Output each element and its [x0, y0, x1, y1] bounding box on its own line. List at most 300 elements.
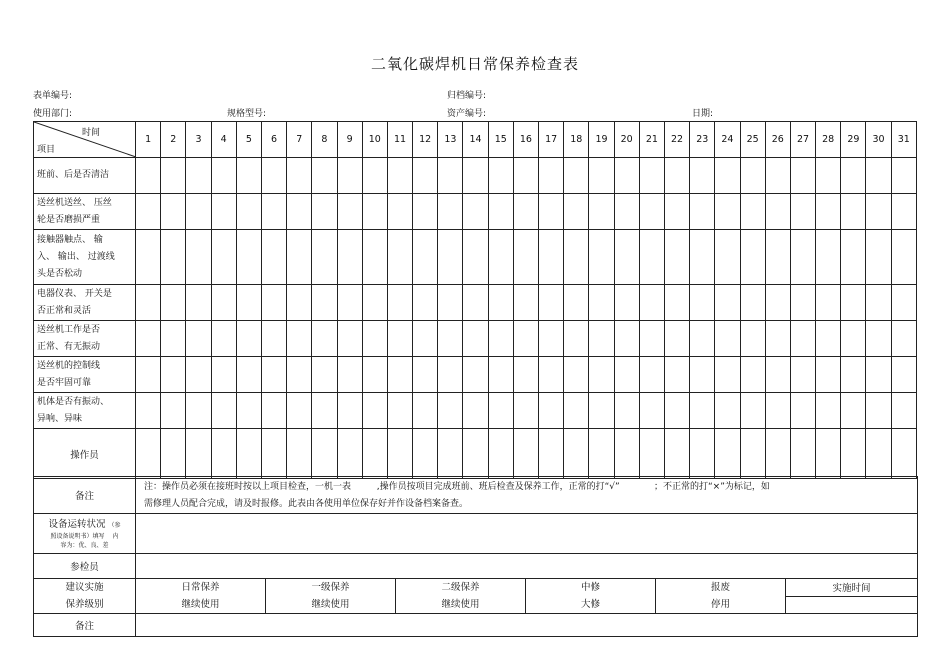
check-cell[interactable] — [891, 321, 916, 357]
check-cell[interactable] — [287, 158, 312, 194]
operator-row — [34, 429, 917, 479]
check-cell[interactable] — [387, 285, 412, 321]
check-item-label — [34, 321, 136, 357]
level-daily-cell — [136, 579, 266, 614]
check-cell[interactable] — [639, 158, 664, 194]
check-cell[interactable] — [236, 357, 261, 393]
operator-cell[interactable] — [211, 429, 236, 479]
check-cell[interactable] — [513, 194, 538, 230]
check-cell[interactable] — [564, 321, 589, 357]
check-cell[interactable] — [513, 321, 538, 357]
check-cell[interactable] — [161, 357, 186, 393]
check-cell[interactable] — [337, 321, 362, 357]
check-cell[interactable] — [463, 285, 488, 321]
check-cell[interactable] — [765, 285, 790, 321]
operator-cell[interactable] — [387, 429, 412, 479]
operator-cell[interactable] — [639, 429, 664, 479]
suggest-label-cell — [34, 579, 136, 614]
check-cell[interactable] — [136, 393, 161, 429]
check-cell[interactable] — [312, 194, 337, 230]
check-cell[interactable] — [387, 230, 412, 285]
level-scrap-cell — [656, 579, 786, 614]
check-cell[interactable] — [614, 285, 639, 321]
check-cell[interactable] — [287, 230, 312, 285]
check-cell[interactable] — [136, 194, 161, 230]
check-cell[interactable] — [312, 393, 337, 429]
check-cell[interactable] — [639, 321, 664, 357]
check-item-text: 头是否松动 — [37, 268, 83, 279]
check-cell[interactable] — [765, 393, 790, 429]
check-cell[interactable] — [337, 194, 362, 230]
check-cell[interactable] — [539, 357, 564, 393]
check-cell[interactable] — [488, 285, 513, 321]
check-cell[interactable] — [690, 194, 715, 230]
check-cell[interactable] — [589, 321, 614, 357]
check-cell[interactable] — [513, 285, 538, 321]
check-cell[interactable] — [186, 357, 211, 393]
check-cell[interactable] — [261, 321, 286, 357]
check-cell[interactable] — [589, 230, 614, 285]
check-cell[interactable] — [161, 285, 186, 321]
check-cell[interactable] — [211, 285, 236, 321]
check-cell[interactable] — [866, 158, 891, 194]
check-cell[interactable] — [337, 158, 362, 194]
check-cell[interactable] — [589, 194, 614, 230]
check-cell[interactable] — [186, 321, 211, 357]
check-cell[interactable] — [790, 321, 815, 357]
check-cell[interactable] — [564, 357, 589, 393]
check-cell[interactable] — [740, 158, 765, 194]
check-cell[interactable] — [413, 321, 438, 357]
check-cell[interactable] — [664, 194, 689, 230]
check-cell[interactable] — [690, 285, 715, 321]
status-value-cell[interactable] — [136, 514, 918, 554]
day-header: 15 — [488, 122, 513, 158]
check-cell[interactable] — [161, 393, 186, 429]
check-cell[interactable] — [362, 321, 387, 357]
check-cell[interactable] — [211, 321, 236, 357]
operator-cell[interactable] — [312, 429, 337, 479]
check-cell[interactable] — [488, 230, 513, 285]
check-cell[interactable] — [639, 357, 664, 393]
check-cell[interactable] — [816, 393, 841, 429]
check-cell[interactable] — [161, 321, 186, 357]
check-cell[interactable] — [211, 393, 236, 429]
check-cell[interactable] — [589, 158, 614, 194]
check-cell[interactable] — [891, 158, 916, 194]
check-cell[interactable] — [438, 393, 463, 429]
check-cell[interactable] — [664, 321, 689, 357]
check-cell[interactable] — [564, 230, 589, 285]
day-header: 5 — [236, 122, 261, 158]
operator-cell[interactable] — [715, 429, 740, 479]
operator-cell[interactable] — [438, 429, 463, 479]
operator-cell[interactable] — [186, 429, 211, 479]
check-cell[interactable] — [261, 393, 286, 429]
check-cell[interactable] — [790, 285, 815, 321]
check-cell[interactable] — [715, 393, 740, 429]
check-cell[interactable] — [261, 194, 286, 230]
check-cell[interactable] — [413, 230, 438, 285]
check-cell[interactable] — [438, 158, 463, 194]
check-cell[interactable] — [539, 285, 564, 321]
check-cell[interactable] — [337, 357, 362, 393]
check-cell[interactable] — [337, 393, 362, 429]
check-cell[interactable] — [413, 357, 438, 393]
operator-cell[interactable] — [261, 429, 286, 479]
check-cell[interactable] — [816, 321, 841, 357]
operator-cell[interactable] — [287, 429, 312, 479]
check-cell[interactable] — [790, 230, 815, 285]
check-cell[interactable] — [362, 357, 387, 393]
operator-cell[interactable] — [539, 429, 564, 479]
operator-cell[interactable] — [891, 429, 916, 479]
check-cell[interactable] — [438, 194, 463, 230]
check-cell[interactable] — [891, 393, 916, 429]
check-cell[interactable] — [438, 321, 463, 357]
check-cell[interactable] — [261, 285, 286, 321]
check-cell[interactable] — [261, 158, 286, 194]
check-cell[interactable] — [841, 357, 866, 393]
check-cell[interactable] — [463, 321, 488, 357]
check-cell[interactable] — [312, 158, 337, 194]
remarks-label: 备注 — [34, 477, 136, 514]
check-cell[interactable] — [614, 230, 639, 285]
check-cell[interactable] — [614, 321, 639, 357]
check-cell[interactable] — [186, 230, 211, 285]
level-second-1: 二级保养 — [441, 582, 480, 593]
operator-cell[interactable] — [614, 429, 639, 479]
operator-cell[interactable] — [740, 429, 765, 479]
operator-cell[interactable] — [841, 429, 866, 479]
check-cell[interactable] — [387, 158, 412, 194]
check-cell[interactable] — [765, 194, 790, 230]
check-cell[interactable] — [891, 230, 916, 285]
check-cell[interactable] — [715, 357, 740, 393]
check-item-label — [34, 194, 136, 230]
check-cell[interactable] — [715, 230, 740, 285]
check-cell[interactable] — [387, 321, 412, 357]
check-cell[interactable] — [236, 194, 261, 230]
form-no-label: 表单编号: — [33, 91, 73, 101]
check-cell[interactable] — [765, 357, 790, 393]
check-cell[interactable] — [463, 230, 488, 285]
check-cell[interactable] — [790, 194, 815, 230]
check-cell[interactable] — [413, 194, 438, 230]
check-cell[interactable] — [639, 230, 664, 285]
check-cell[interactable] — [463, 158, 488, 194]
check-cell[interactable] — [488, 194, 513, 230]
check-cell[interactable] — [186, 285, 211, 321]
check-item-label — [34, 285, 136, 321]
department-label: 使用部门: — [33, 109, 73, 119]
check-cell[interactable] — [866, 285, 891, 321]
check-cell[interactable] — [589, 285, 614, 321]
check-cell[interactable] — [362, 158, 387, 194]
check-cell[interactable] — [337, 230, 362, 285]
check-cell[interactable] — [387, 194, 412, 230]
check-cell[interactable] — [690, 321, 715, 357]
check-cell[interactable] — [463, 194, 488, 230]
check-cell[interactable] — [413, 158, 438, 194]
check-cell[interactable] — [362, 230, 387, 285]
check-cell[interactable] — [136, 158, 161, 194]
check-cell[interactable] — [413, 393, 438, 429]
check-cell[interactable] — [664, 230, 689, 285]
day-header: 23 — [690, 122, 715, 158]
check-cell[interactable] — [211, 158, 236, 194]
check-cell[interactable] — [488, 393, 513, 429]
bottom-remarks-value-cell[interactable] — [136, 614, 918, 637]
operator-cell[interactable] — [513, 429, 538, 479]
check-cell[interactable] — [488, 158, 513, 194]
check-cell[interactable] — [438, 285, 463, 321]
check-cell[interactable] — [740, 194, 765, 230]
check-cell[interactable] — [891, 285, 916, 321]
check-cell[interactable] — [564, 158, 589, 194]
check-item-text: 正常、有无振动 — [37, 341, 101, 352]
level-first-cell — [266, 579, 396, 614]
header-item-label: 项目 — [37, 145, 56, 155]
check-cell[interactable] — [866, 393, 891, 429]
check-cell[interactable] — [664, 285, 689, 321]
check-cell[interactable] — [186, 158, 211, 194]
level-second-cell — [396, 579, 526, 614]
check-cell[interactable] — [816, 158, 841, 194]
header-corner-cell — [34, 122, 136, 158]
check-cell[interactable] — [539, 194, 564, 230]
operator-cell[interactable] — [337, 429, 362, 479]
operator-cell[interactable] — [690, 429, 715, 479]
check-cell[interactable] — [690, 393, 715, 429]
check-cell[interactable] — [438, 357, 463, 393]
check-cell[interactable] — [161, 158, 186, 194]
check-cell[interactable] — [866, 194, 891, 230]
check-cell[interactable] — [438, 230, 463, 285]
level-midrepair-2: 大修 — [580, 599, 600, 610]
check-cell[interactable] — [639, 285, 664, 321]
check-cell[interactable] — [186, 194, 211, 230]
operator-cell[interactable] — [362, 429, 387, 479]
check-cell[interactable] — [715, 158, 740, 194]
check-cell[interactable] — [513, 230, 538, 285]
check-cell[interactable] — [740, 230, 765, 285]
check-cell[interactable] — [186, 393, 211, 429]
check-cell[interactable] — [539, 393, 564, 429]
check-cell[interactable] — [387, 357, 412, 393]
check-cell[interactable] — [287, 285, 312, 321]
operator-cell[interactable] — [816, 429, 841, 479]
check-cell[interactable] — [740, 285, 765, 321]
level-midrepair-cell — [526, 579, 656, 614]
check-cell[interactable] — [715, 285, 740, 321]
corner-diagonal — [34, 122, 135, 157]
operator-cell[interactable] — [413, 429, 438, 479]
check-cell[interactable] — [690, 357, 715, 393]
check-cell[interactable] — [614, 158, 639, 194]
operator-cell[interactable] — [866, 429, 891, 479]
day-header: 17 — [539, 122, 564, 158]
check-cell[interactable] — [136, 230, 161, 285]
impl-time-value-cell[interactable] — [786, 596, 918, 614]
check-cell[interactable] — [236, 393, 261, 429]
check-cell[interactable] — [841, 194, 866, 230]
check-cell[interactable] — [312, 357, 337, 393]
check-cell[interactable] — [740, 357, 765, 393]
check-cell[interactable] — [312, 321, 337, 357]
day-header: 24 — [715, 122, 740, 158]
status-hint-3: 容为：优、良、差 — [60, 541, 109, 549]
check-item-text: 机体是否有振动、 — [37, 396, 110, 407]
check-cell[interactable] — [211, 230, 236, 285]
day-header: 1 — [136, 122, 161, 158]
check-cell[interactable] — [765, 158, 790, 194]
check-cell[interactable] — [287, 357, 312, 393]
check-cell[interactable] — [161, 230, 186, 285]
check-row — [34, 230, 917, 285]
check-cell[interactable] — [690, 230, 715, 285]
check-cell[interactable] — [539, 158, 564, 194]
operator-cell[interactable] — [236, 429, 261, 479]
check-cell[interactable] — [715, 321, 740, 357]
check-cell[interactable] — [891, 194, 916, 230]
check-cell[interactable] — [765, 230, 790, 285]
check-cell[interactable] — [564, 393, 589, 429]
check-cell[interactable] — [362, 393, 387, 429]
check-cell[interactable] — [866, 357, 891, 393]
check-cell[interactable] — [287, 194, 312, 230]
check-cell[interactable] — [211, 357, 236, 393]
operator-cell[interactable] — [136, 429, 161, 479]
check-cell[interactable] — [539, 321, 564, 357]
check-cell[interactable] — [790, 158, 815, 194]
check-cell[interactable] — [841, 158, 866, 194]
check-cell[interactable] — [664, 393, 689, 429]
check-cell[interactable] — [136, 357, 161, 393]
check-cell[interactable] — [513, 393, 538, 429]
check-cell[interactable] — [513, 357, 538, 393]
check-cell[interactable] — [816, 194, 841, 230]
status-hint-1: （参 — [108, 521, 121, 529]
check-cell[interactable] — [614, 357, 639, 393]
operator-cell[interactable] — [790, 429, 815, 479]
check-item-text: 入、 输出、 过渡线 — [37, 251, 115, 262]
check-cell[interactable] — [614, 393, 639, 429]
suggest-label-line-1: 建议实施 — [65, 582, 104, 593]
check-cell[interactable] — [211, 194, 236, 230]
day-header: 26 — [765, 122, 790, 158]
check-cell[interactable] — [463, 357, 488, 393]
check-cell[interactable] — [236, 285, 261, 321]
check-cell[interactable] — [664, 158, 689, 194]
check-cell[interactable] — [161, 194, 186, 230]
operator-cell[interactable] — [664, 429, 689, 479]
check-cell[interactable] — [513, 158, 538, 194]
inspector-label: 参检员 — [34, 554, 136, 579]
operator-cell[interactable] — [765, 429, 790, 479]
check-cell[interactable] — [236, 321, 261, 357]
check-cell[interactable] — [841, 321, 866, 357]
check-cell[interactable] — [841, 285, 866, 321]
check-cell[interactable] — [236, 158, 261, 194]
operator-cell[interactable] — [589, 429, 614, 479]
level-first-2: 继续使用 — [311, 599, 350, 610]
operator-cell[interactable] — [564, 429, 589, 479]
check-cell[interactable] — [589, 357, 614, 393]
check-cell[interactable] — [236, 230, 261, 285]
day-header: 29 — [841, 122, 866, 158]
check-cell[interactable] — [690, 158, 715, 194]
check-cell[interactable] — [816, 285, 841, 321]
check-cell[interactable] — [287, 321, 312, 357]
check-cell[interactable] — [765, 321, 790, 357]
check-cell[interactable] — [589, 393, 614, 429]
inspector-value-cell[interactable] — [136, 554, 918, 579]
remarks-note-line-1: 注：操作员必须在接班时按以上项目检查，一机一表 ,操作员按项目完成班前、班后检查及保养工作，正常的打“√” ；不正常的打“×”为标记，如 — [144, 482, 770, 492]
check-cell[interactable] — [287, 393, 312, 429]
check-cell[interactable] — [866, 321, 891, 357]
check-cell[interactable] — [639, 194, 664, 230]
day-header: 12 — [413, 122, 438, 158]
operator-cell[interactable] — [463, 429, 488, 479]
check-cell[interactable] — [312, 285, 337, 321]
check-cell[interactable] — [337, 285, 362, 321]
check-cell[interactable] — [488, 357, 513, 393]
check-cell[interactable] — [463, 393, 488, 429]
check-cell[interactable] — [664, 357, 689, 393]
check-cell[interactable] — [488, 321, 513, 357]
check-item-text: 轮是否磨损严重 — [37, 214, 101, 225]
check-cell[interactable] — [866, 230, 891, 285]
check-cell[interactable] — [312, 230, 337, 285]
day-header: 11 — [387, 122, 412, 158]
check-cell[interactable] — [539, 230, 564, 285]
day-header: 28 — [816, 122, 841, 158]
check-cell[interactable] — [740, 321, 765, 357]
check-cell[interactable] — [261, 357, 286, 393]
check-cell[interactable] — [362, 285, 387, 321]
level-daily-2: 继续使用 — [181, 599, 220, 610]
check-cell[interactable] — [639, 393, 664, 429]
check-cell[interactable] — [564, 194, 589, 230]
check-cell[interactable] — [841, 230, 866, 285]
check-cell[interactable] — [790, 393, 815, 429]
check-cell[interactable] — [740, 393, 765, 429]
check-cell[interactable] — [891, 357, 916, 393]
check-cell[interactable] — [387, 393, 412, 429]
check-cell[interactable] — [816, 357, 841, 393]
check-cell[interactable] — [841, 393, 866, 429]
day-header: 21 — [639, 122, 664, 158]
check-cell[interactable] — [362, 194, 387, 230]
day-header: 7 — [287, 122, 312, 158]
check-cell[interactable] — [614, 194, 639, 230]
check-cell[interactable] — [413, 285, 438, 321]
check-cell[interactable] — [136, 321, 161, 357]
day-header: 4 — [211, 122, 236, 158]
status-label-cell — [34, 514, 136, 554]
operator-cell[interactable] — [488, 429, 513, 479]
check-cell[interactable] — [816, 230, 841, 285]
check-cell[interactable] — [261, 230, 286, 285]
operator-cell[interactable] — [161, 429, 186, 479]
check-cell[interactable] — [136, 285, 161, 321]
check-cell[interactable] — [790, 357, 815, 393]
check-cell[interactable] — [564, 285, 589, 321]
check-row — [34, 393, 917, 429]
check-cell[interactable] — [715, 194, 740, 230]
operator-label: 操作员 — [34, 429, 136, 479]
